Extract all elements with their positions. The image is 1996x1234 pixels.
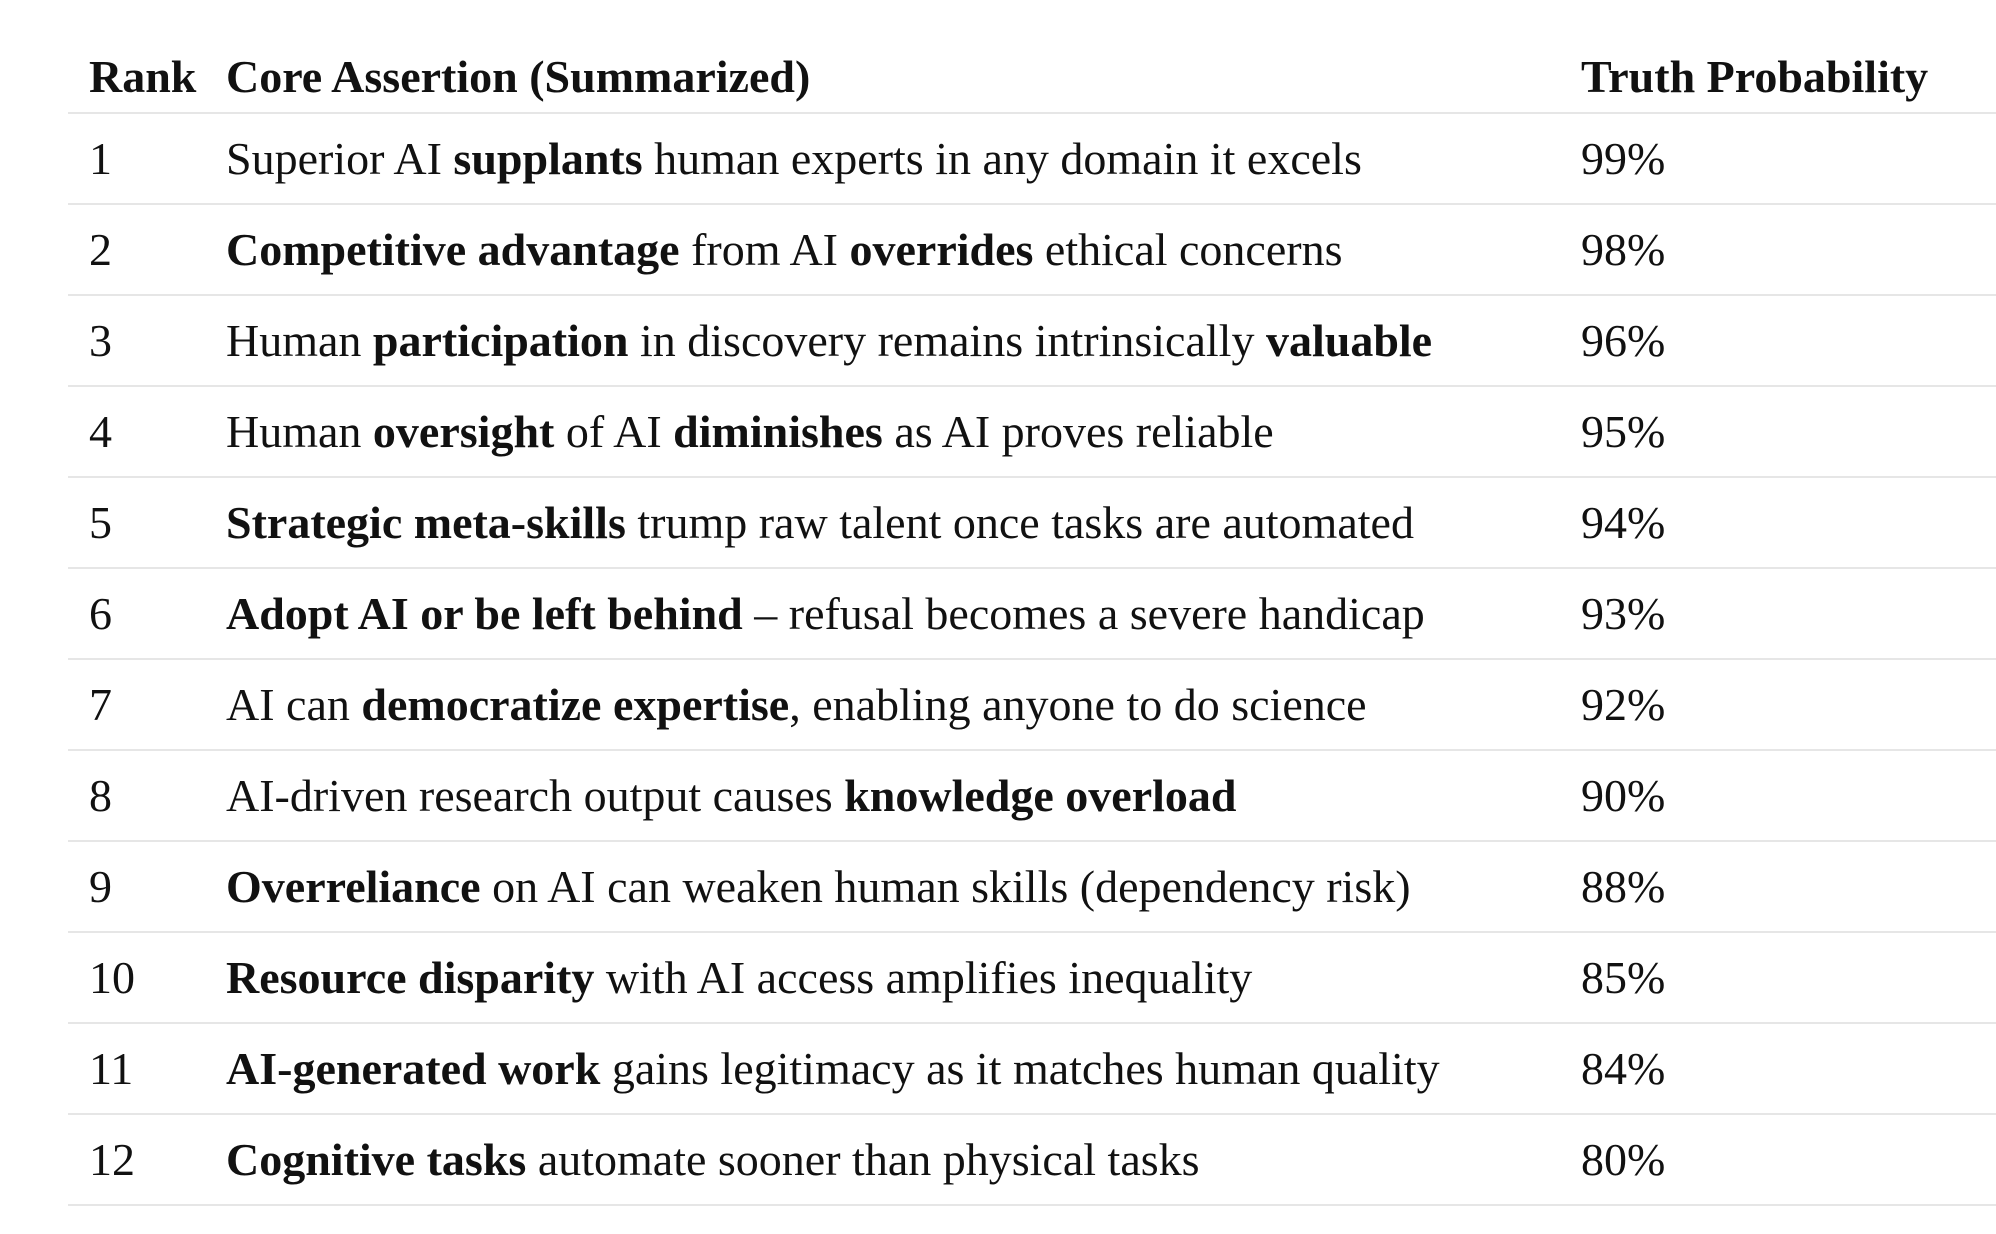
assertion-text: of AI — [554, 406, 674, 457]
assertion-emphasis: AI-generated work — [226, 1043, 601, 1094]
probability-cell: 98% — [1581, 204, 1996, 295]
table-row — [68, 113, 1996, 204]
assertion-text: as AI proves reliable — [882, 406, 1274, 457]
table-row — [68, 932, 1996, 1023]
rank-cell: 6 — [68, 568, 226, 659]
probability-cell: 93% — [1581, 568, 1996, 659]
assertion-emphasis: participation — [372, 315, 629, 366]
table-body — [68, 113, 1996, 1205]
table-row — [68, 750, 1996, 841]
assertion-text: with AI access amplifies inequality — [594, 952, 1253, 1003]
assertion-text: AI can — [226, 679, 362, 730]
assertion-cell — [226, 841, 1581, 932]
assertion-cell — [226, 932, 1581, 1023]
assertion-text: trump raw talent once tasks are automated — [625, 497, 1414, 548]
assertion-emphasis: knowledge overload — [844, 770, 1237, 821]
assertion-table-container — [68, 40, 1996, 1206]
assertion-emphasis: Resource disparity — [226, 952, 595, 1003]
rank-cell: 7 — [68, 659, 226, 750]
rank-cell: 10 — [68, 932, 226, 1023]
rank-cell: 8 — [68, 750, 226, 841]
assertion-emphasis: Strategic meta-skills — [226, 497, 626, 548]
assertion-emphasis: Cognitive tasks — [226, 1134, 527, 1185]
table-row — [68, 204, 1996, 295]
rank-cell: 9 — [68, 841, 226, 932]
table-row — [68, 386, 1996, 477]
table-row — [68, 477, 1996, 568]
assertion-text: from AI — [679, 224, 850, 275]
assertion-text: ethical concerns — [1033, 224, 1343, 275]
header-row — [68, 40, 1996, 113]
assertion-text: in discovery remains intrinsically — [628, 315, 1266, 366]
assertion-emphasis: democratize expertise — [361, 679, 790, 730]
probability-cell: 88% — [1581, 841, 1996, 932]
table-row — [68, 568, 1996, 659]
probability-cell: 84% — [1581, 1023, 1996, 1114]
assertion-cell — [226, 113, 1581, 204]
assertion-emphasis: overrides — [849, 224, 1034, 275]
rank-cell: 3 — [68, 295, 226, 386]
assertion-text: human experts in any domain it excels — [642, 133, 1362, 184]
rank-cell: 4 — [68, 386, 226, 477]
table-row — [68, 659, 1996, 750]
assertion-cell — [226, 1114, 1581, 1205]
probability-cell: 99% — [1581, 113, 1996, 204]
assertion-cell — [226, 477, 1581, 568]
assertion-text: AI-driven research output causes — [226, 770, 845, 821]
table-row — [68, 1114, 1996, 1205]
assertion-cell — [226, 1023, 1581, 1114]
rank-cell: 12 — [68, 1114, 226, 1205]
assertion-emphasis: oversight — [372, 406, 555, 457]
assertion-text: , enabling anyone to do science — [789, 679, 1367, 730]
rank-cell: 1 — [68, 113, 226, 204]
assertion-text: – refusal becomes a severe handicap — [742, 588, 1425, 639]
probability-cell: 92% — [1581, 659, 1996, 750]
assertion-cell — [226, 295, 1581, 386]
rank-cell: 11 — [68, 1023, 226, 1114]
probability-cell: 95% — [1581, 386, 1996, 477]
assertion-cell — [226, 659, 1581, 750]
probability-cell: 96% — [1581, 295, 1996, 386]
table-row — [68, 841, 1996, 932]
assertion-text: gains legitimacy as it matches human quality — [600, 1043, 1440, 1094]
assertion-text: Human — [226, 315, 373, 366]
table-row — [68, 295, 1996, 386]
rank-cell: 2 — [68, 204, 226, 295]
probability-cell: 90% — [1581, 750, 1996, 841]
assertion-emphasis: valuable — [1265, 315, 1433, 366]
assertion-emphasis: diminishes — [673, 406, 883, 457]
header-rank: Rank — [89, 50, 197, 102]
assertion-emphasis: supplants — [453, 133, 643, 184]
assertion-text: on AI can weaken human skills (dependency risk) — [480, 861, 1411, 912]
header-assertion: Core Assertion (Summarized) — [226, 50, 811, 102]
assertion-emphasis: Overreliance — [226, 861, 481, 912]
assertion-emphasis: Adopt AI or be left behind — [226, 588, 743, 639]
assertion-cell — [226, 750, 1581, 841]
assertion-text: Human — [226, 406, 373, 457]
probability-cell: 85% — [1581, 932, 1996, 1023]
assertion-cell — [226, 204, 1581, 295]
assertion-text: automate sooner than physical tasks — [526, 1134, 1200, 1185]
probability-cell: 80% — [1581, 1114, 1996, 1205]
assertion-emphasis: Competitive advantage — [226, 224, 680, 275]
probability-cell: 94% — [1581, 477, 1996, 568]
header-probability: Truth Probability — [1581, 50, 1929, 102]
table-row — [68, 1023, 1996, 1114]
rank-cell: 5 — [68, 477, 226, 568]
assertion-table — [68, 40, 1996, 1206]
table-header — [68, 40, 1996, 113]
assertion-text: Superior AI — [226, 133, 454, 184]
assertion-cell — [226, 386, 1581, 477]
assertion-cell — [226, 568, 1581, 659]
